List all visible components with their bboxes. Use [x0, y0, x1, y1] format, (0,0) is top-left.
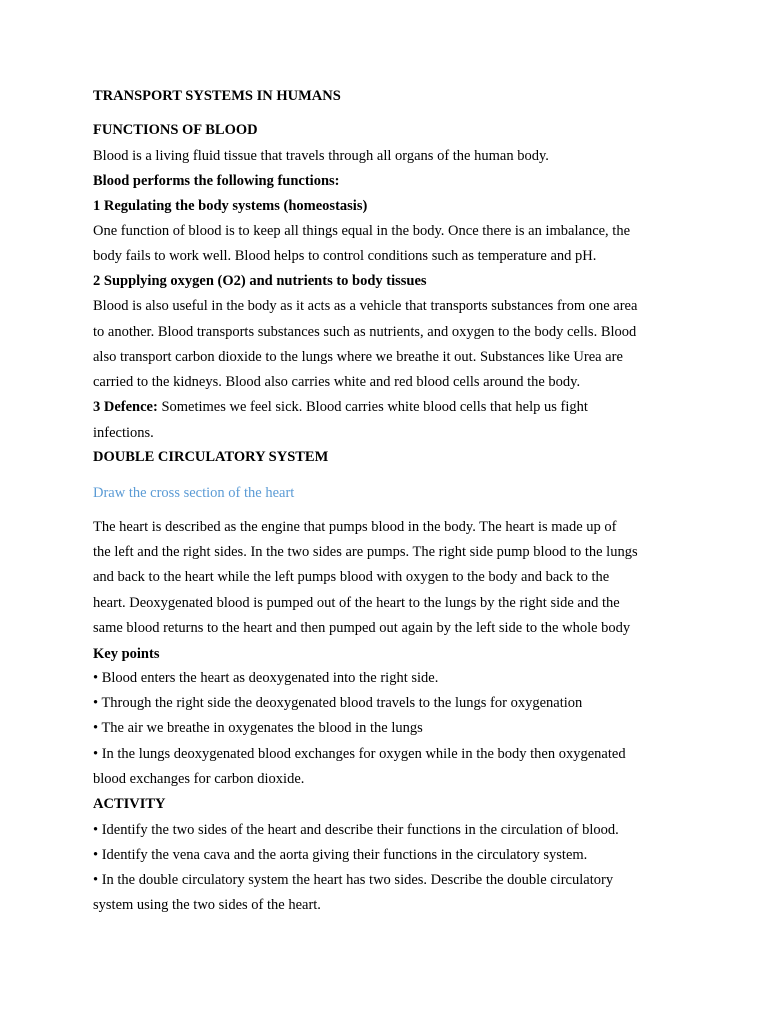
key-point-item: • In the lungs deoxygenated blood exchanges for oxygen while in the body then oxygenated: [93, 746, 626, 762]
function3-paragraph: [93, 398, 588, 416]
draw-instruction: Draw the cross section of the heart: [93, 485, 295, 501]
function2-line: carried to the kidneys. Blood also carries white and red blood cells around the body.: [93, 374, 581, 390]
activity-item: • Identify the vena cava and the aorta giving their functions in the circulatory system.: [93, 847, 588, 863]
activity-heading: ACTIVITY: [93, 796, 166, 812]
key-point-item: • The air we breathe in oxygenates the blood in the lungs: [93, 720, 423, 736]
functions-heading: FUNCTIONS OF BLOOD: [93, 122, 258, 138]
heart-paragraph-line: heart. Deoxygenated blood is pumped out of the heart to the lungs by the right side and the: [93, 595, 620, 611]
function2-line: also transport carbon dioxide to the lungs where we breathe it out. Substances like Urea are: [93, 349, 623, 365]
function2-line: to another. Blood transports substances such as nutrients, and oxygen to the body cells. Blood: [93, 324, 637, 340]
function3-label: 3 Defence:: [93, 399, 158, 415]
heart-paragraph-line: the left and the right sides. In the two sides are pumps. The right side pump blood to the lungs: [93, 544, 638, 560]
heart-paragraph-line: and back to the heart while the left pumps blood with oxygen to the body and back to the: [93, 569, 610, 585]
key-point-item: • Blood enters the heart as deoxygenated into the right side.: [93, 670, 439, 686]
activity-item: system using the two sides of the heart.: [93, 897, 321, 913]
activity-item: • Identify the two sides of the heart and describe their functions in the circulation of blood.: [93, 822, 619, 838]
function1-line: One function of blood is to keep all things equal in the body. Once there is an imbalance, the: [93, 223, 631, 239]
heart-paragraph-line: same blood returns to the heart and then pumped out again by the left side to the whole body: [93, 620, 631, 636]
function2-heading: 2 Supplying oxygen (O2) and nutrients to body tissues: [93, 273, 427, 289]
key-point-item: • Through the right side the deoxygenated blood travels to the lungs for oxygenation: [93, 695, 583, 711]
function3-text: Sometimes we feel sick. Blood carries white blood cells that help us fight: [157, 399, 588, 415]
document-title: TRANSPORT SYSTEMS IN HUMANS: [93, 88, 341, 104]
function1-heading: 1 Regulating the body systems (homeostasis): [93, 198, 368, 214]
key-point-item: blood exchanges for carbon dioxide.: [93, 771, 305, 787]
functions-lead: Blood performs the following functions:: [93, 173, 340, 189]
heart-paragraph-line: The heart is described as the engine that pumps blood in the body. The heart is made up of: [93, 519, 617, 535]
key-points-heading: Key points: [93, 646, 160, 662]
activity-item: • In the double circulatory system the heart has two sides. Describe the double circulatory: [93, 872, 614, 888]
intro-paragraph: Blood is a living fluid tissue that travels through all organs of the human body.: [93, 148, 549, 164]
function3-line: infections.: [93, 425, 154, 441]
function1-line: body fails to work well. Blood helps to control conditions such as temperature and pH.: [93, 248, 597, 264]
function2-line: Blood is also useful in the body as it acts as a vehicle that transports substances from one area: [93, 298, 638, 314]
circulatory-heading: DOUBLE CIRCULATORY SYSTEM: [93, 449, 329, 465]
